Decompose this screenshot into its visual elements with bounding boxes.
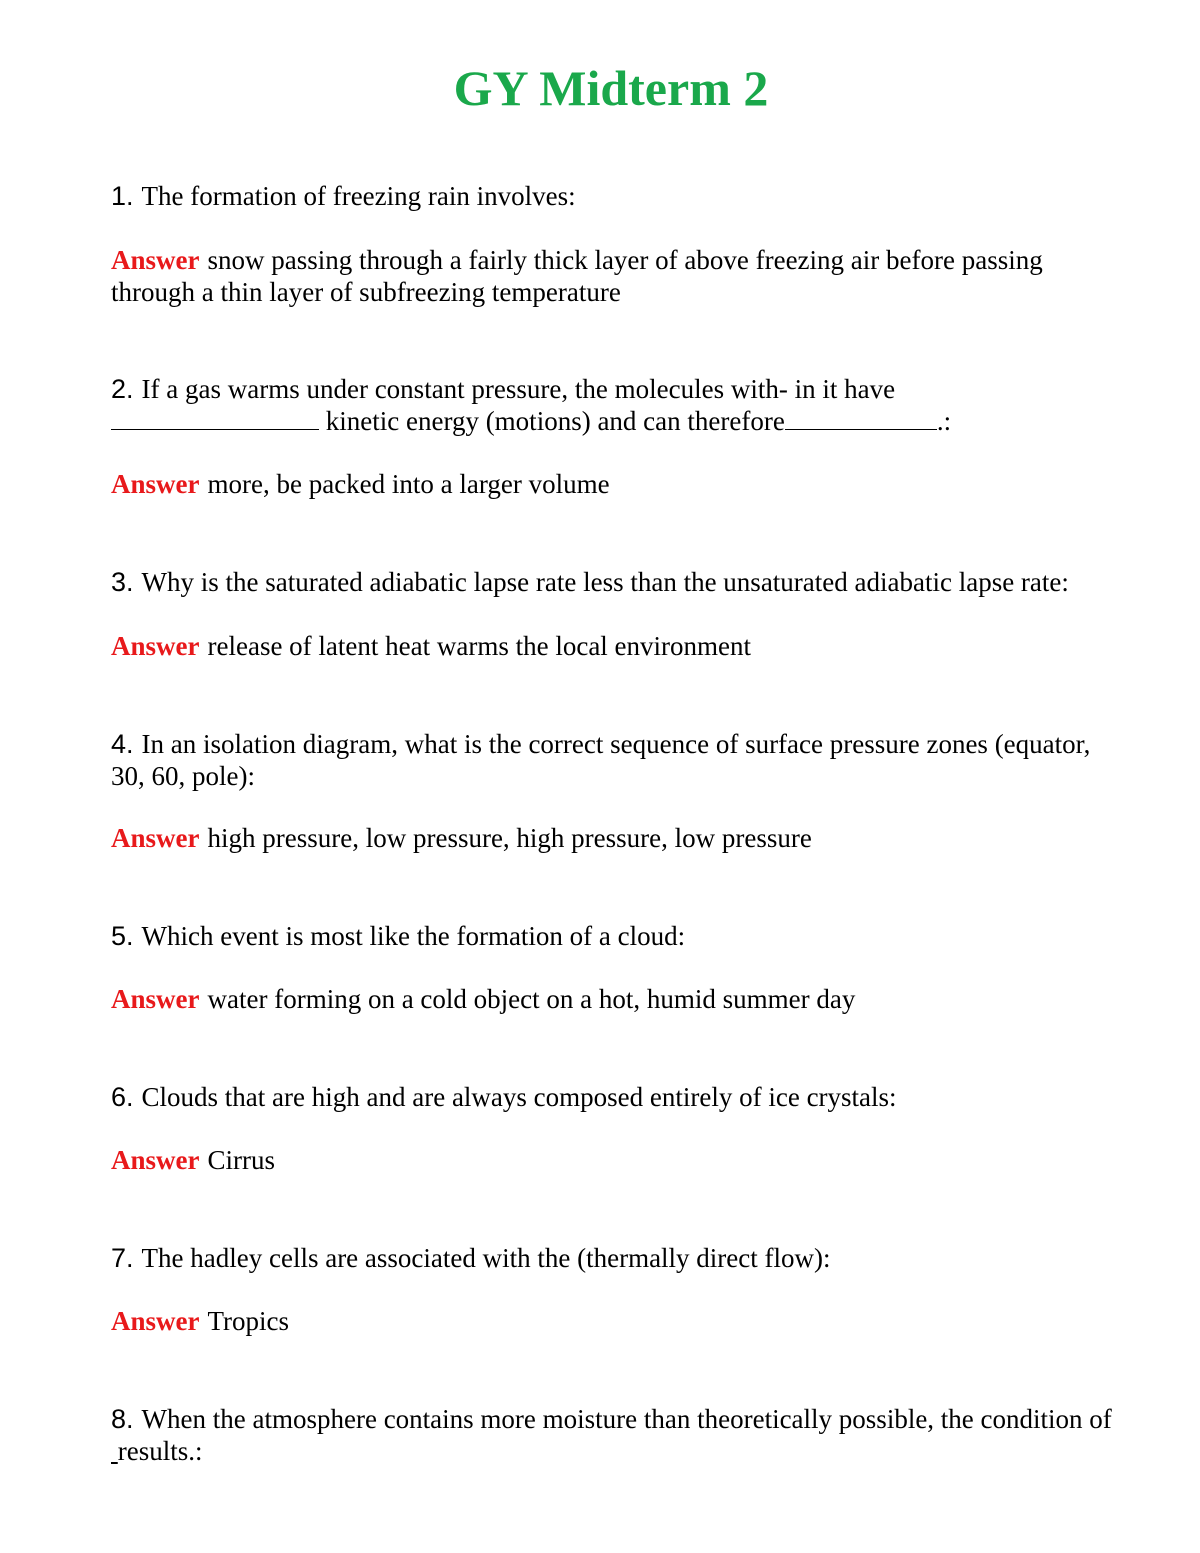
- question-number: 8.: [111, 1404, 134, 1434]
- question-1: [111, 180, 1121, 212]
- answer-text: more, be packed into a larger volume: [207, 469, 610, 499]
- answer-label: Answer: [111, 823, 200, 853]
- answer-7: [111, 1305, 1121, 1337]
- question-4: [111, 728, 1121, 792]
- question-8: [111, 1403, 1151, 1467]
- question-number: 4.: [111, 729, 134, 759]
- answer-text: release of latent heat warms the local environment: [207, 631, 752, 661]
- question-6: [111, 1081, 1121, 1113]
- answer-text: high pressure, low pressure, high pressure, low pressure: [207, 823, 812, 853]
- question-5: [111, 920, 1121, 952]
- question-number: 6.: [111, 1082, 134, 1112]
- question-text-continued: kinetic energy (motions) and can therefore: [325, 406, 785, 436]
- question-text: In an isolation diagram, what is the correct sequence of surface pressure zones (equator, 30, 60, pole):: [111, 729, 1091, 791]
- answer-2: [111, 468, 1121, 500]
- answer-text: snow passing through a fairly thick layer of above freezing air before passing through a thin layer of subfreezing temperature: [111, 245, 1043, 307]
- answer-4: [111, 822, 1121, 854]
- question-text: Which event is most like the formation of a cloud:: [141, 921, 686, 951]
- answer-6: [111, 1144, 1121, 1176]
- answer-label: Answer: [111, 469, 200, 499]
- question-text-continued: results.:: [117, 1436, 203, 1466]
- question-text: When the atmosphere contains more moisture than theoretically possible, the condition of: [141, 1404, 1112, 1434]
- question-number: 3.: [111, 567, 134, 597]
- answer-5: [111, 983, 1121, 1015]
- answer-label: Answer: [111, 631, 200, 661]
- answer-blank: [111, 407, 319, 430]
- question-3: [111, 566, 1121, 598]
- answer-1: [111, 244, 1121, 308]
- question-text: The hadley cells are associated with the (thermally direct flow):: [141, 1243, 831, 1273]
- answer-label: Answer: [111, 1306, 200, 1336]
- answer-label: Answer: [111, 1145, 200, 1175]
- question-text-end: .:: [936, 406, 952, 436]
- answer-label: Answer: [111, 984, 200, 1014]
- answer-text: Cirrus: [207, 1145, 275, 1175]
- page-title: GY Midterm 2: [453, 60, 769, 116]
- question-text: Clouds that are high and are always composed entirely of ice crystals:: [141, 1082, 897, 1112]
- question-number: 7.: [111, 1243, 134, 1273]
- question-number: 1.: [111, 181, 134, 211]
- question-2: [111, 373, 1121, 437]
- answer-label: Answer: [111, 245, 200, 275]
- answer-3: [111, 630, 1121, 662]
- question-7: [111, 1242, 1121, 1274]
- question-text: Why is the saturated adiabatic lapse rate less than the unsaturated adiabatic lapse rate:: [141, 567, 1069, 597]
- answer-blank: [785, 407, 937, 430]
- answer-text: Tropics: [207, 1306, 290, 1336]
- question-number: 5.: [111, 921, 134, 951]
- answer-text: water forming on a cold object on a hot, humid summer day: [207, 984, 856, 1014]
- blank-underline-text: [111, 1436, 118, 1466]
- question-text: If a gas warms under constant pressure, the molecules with- in it have: [141, 374, 896, 404]
- question-number: 2.: [111, 374, 134, 404]
- question-text: The formation of freezing rain involves:: [141, 181, 576, 211]
